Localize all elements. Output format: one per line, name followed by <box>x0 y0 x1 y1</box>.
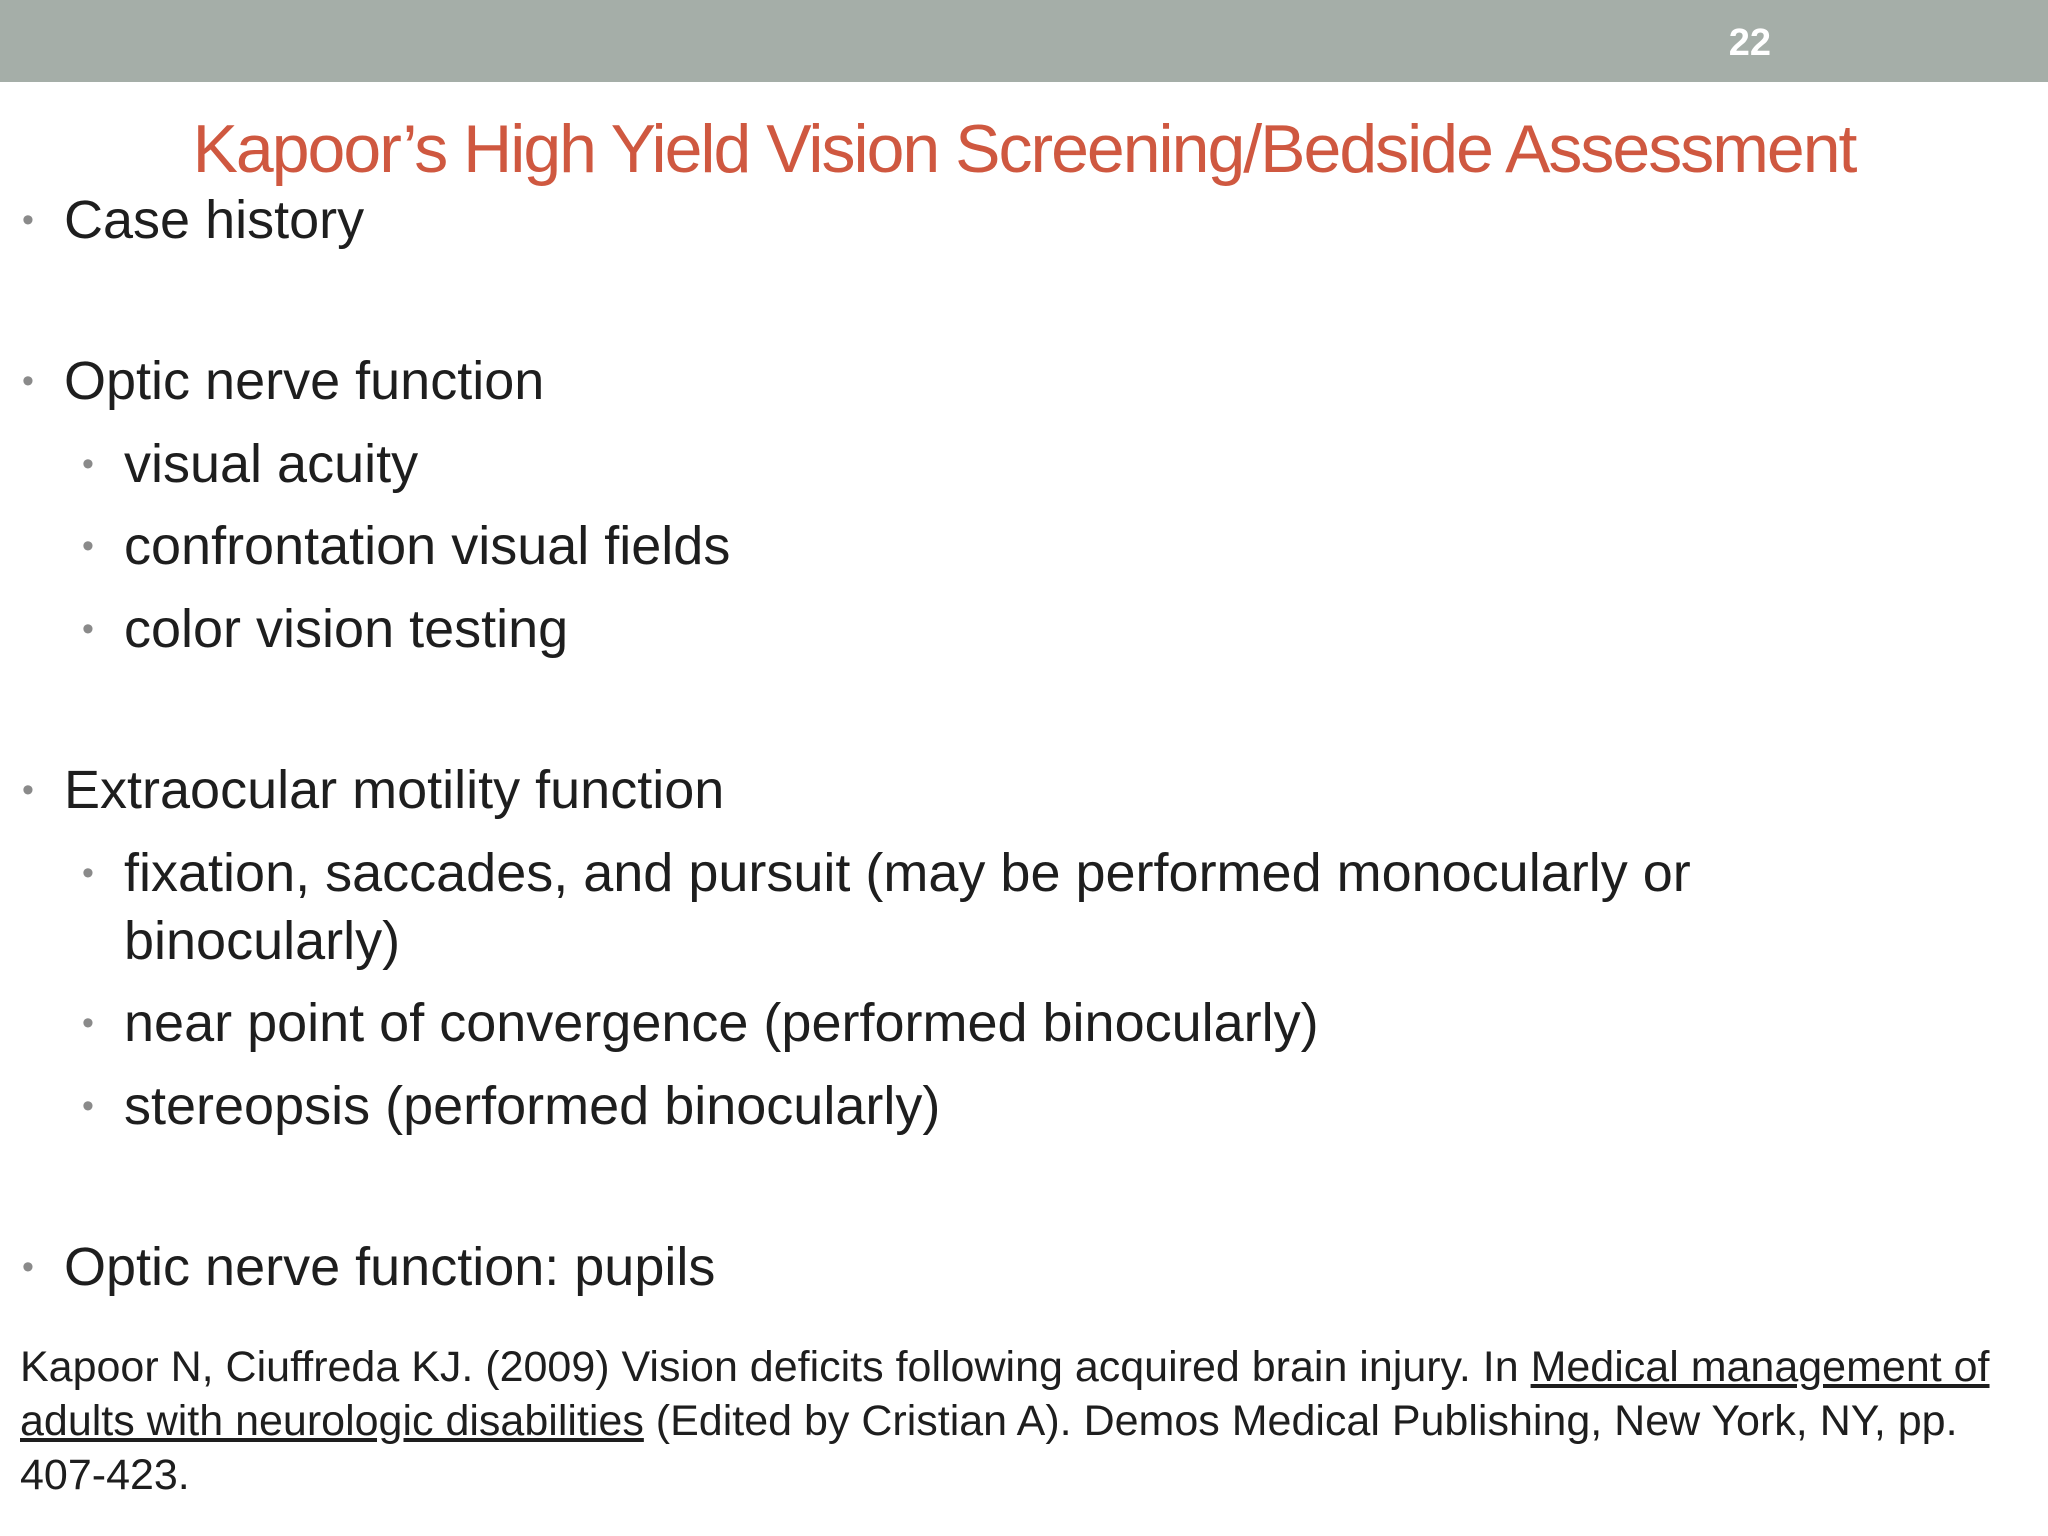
slide-number: 22 <box>1728 22 1771 64</box>
bullet-item-optic-nerve <box>22 347 545 415</box>
bullet-item-extraocular <box>22 756 725 824</box>
bullet-marker: • <box>22 362 34 400</box>
bullet-text: visual acuity <box>124 434 419 494</box>
slide-title: Kapoor’s High Yield Vision Screening/Bedside Assessment <box>192 111 1856 187</box>
bullet-marker: • <box>22 1248 34 1286</box>
citation-publisher: (Edited by Cristian A). Demos Medical Publishing, New York, NY, pp. 407-423. <box>20 1397 1958 1499</box>
bullet-text: Extraocular motility function <box>64 760 725 820</box>
bullet-item-fixation <box>82 839 1824 975</box>
bullet-text: Optic nerve function <box>64 351 545 411</box>
citation <box>20 1340 2030 1502</box>
bullet-marker: • <box>22 201 34 239</box>
bullet-text: Case history <box>64 190 365 250</box>
bullet-item-visual-acuity <box>82 430 1824 498</box>
bullet-item-pupils <box>22 1233 716 1301</box>
bullet-item-case-history <box>22 186 365 254</box>
bullet-item-confrontation <box>82 512 1824 580</box>
bullet-text: fixation, saccades, and pursuit (may be performed monocularly or binocularly) <box>124 843 1691 971</box>
bullet-marker: • <box>82 854 94 892</box>
bullet-marker: • <box>82 1004 94 1042</box>
bullet-item-near-point <box>82 989 1824 1057</box>
citation-book-title: Medical management of adults with neurologic disabilities <box>20 1343 1990 1445</box>
citation-authors: Kapoor N, Ciuffreda KJ. (2009) Vision deficits following acquired brain injury. In <box>20 1343 1531 1391</box>
bullet-text: stereopsis (performed binocularly) <box>124 1076 941 1136</box>
bullet-item-stereopsis <box>82 1072 1824 1140</box>
bullet-marker: • <box>82 445 94 483</box>
bullet-text: color vision testing <box>124 599 569 659</box>
bullet-text: near point of convergence (performed binocularly) <box>124 993 1319 1053</box>
top-bar <box>0 0 2048 82</box>
bullet-item-color-vision <box>82 595 1824 663</box>
bullet-marker: • <box>82 1087 94 1125</box>
bullet-marker: • <box>82 527 94 565</box>
bullet-text: Optic nerve function: pupils <box>64 1237 716 1297</box>
bullet-marker: • <box>22 771 34 809</box>
bullet-text: confrontation visual fields <box>124 516 731 576</box>
bullet-marker: • <box>82 610 94 648</box>
